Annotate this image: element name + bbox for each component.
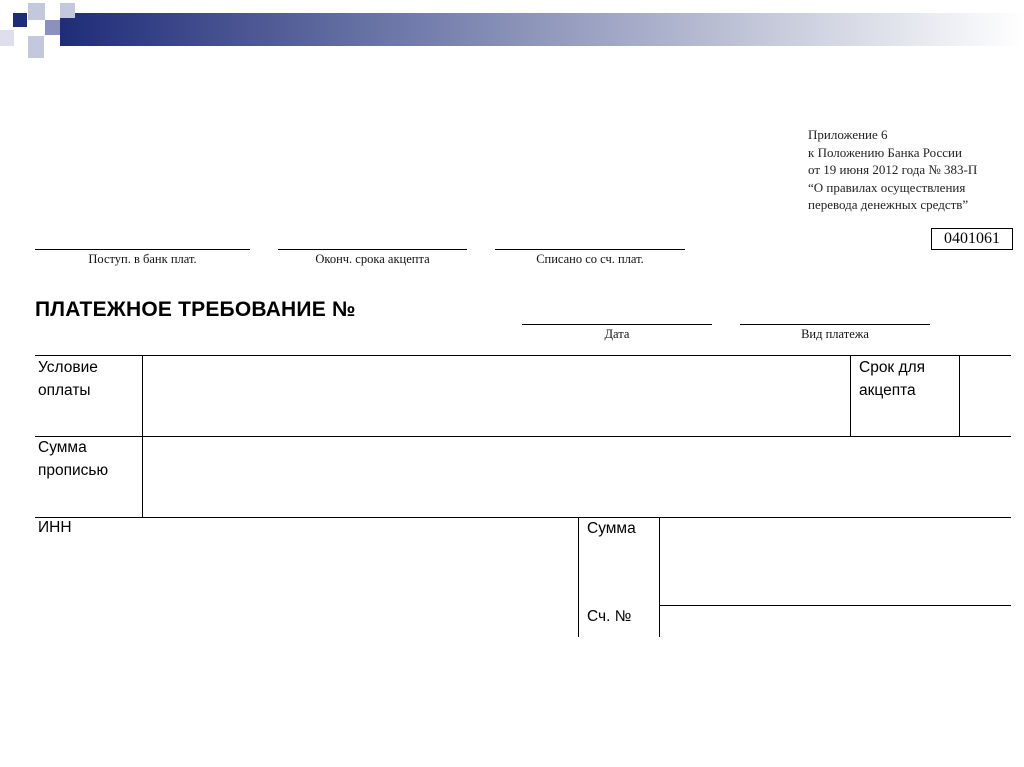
date-line[interactable] xyxy=(522,324,712,325)
header-banner xyxy=(60,13,1024,46)
amount-field[interactable] xyxy=(660,518,1011,605)
date-label: Дата xyxy=(604,327,630,341)
decor-square xyxy=(13,13,27,27)
debited-line[interactable] xyxy=(495,249,685,250)
inn-label: ИНН xyxy=(38,519,72,536)
received-line[interactable] xyxy=(35,249,250,250)
decor-square xyxy=(60,3,75,18)
payment-type-line[interactable] xyxy=(740,324,930,325)
annex-line: “О правилах осуществления xyxy=(808,179,966,195)
payment-condition-field[interactable] xyxy=(143,356,850,436)
annex-line: от 19 июня 2012 года № 383-П xyxy=(808,162,978,177)
acceptance-end-label: Оконч. срока акцепта xyxy=(315,252,430,266)
label-line: Условие xyxy=(38,359,98,376)
label-line: акцепта xyxy=(859,382,916,399)
account-no-field[interactable] xyxy=(660,606,1011,637)
acceptance-end-line[interactable] xyxy=(278,249,467,250)
decor-square xyxy=(28,36,44,58)
document-title: ПЛАТЕЖНОЕ ТРЕБОВАНИЕ № xyxy=(35,298,356,321)
payment-condition-label xyxy=(38,356,98,402)
annex-line: перевода денежных средств” xyxy=(808,197,969,212)
decor-square xyxy=(0,30,14,46)
annex-line: к Положению Банка России xyxy=(808,144,962,160)
annex-reference xyxy=(808,126,1018,214)
acceptance-term-field[interactable] xyxy=(960,356,1011,436)
table-border xyxy=(578,517,579,637)
amount-words-field[interactable] xyxy=(143,437,1011,517)
debited-label: Списано со сч. плат. xyxy=(536,252,644,266)
form-code-box: 0401061 xyxy=(931,228,1013,250)
label-line: оплаты xyxy=(38,382,91,399)
acceptance-term-label xyxy=(859,356,925,402)
amount-label: Сумма xyxy=(587,520,636,537)
decor-square xyxy=(28,3,45,20)
table-border xyxy=(850,355,851,436)
label-line: Сумма xyxy=(38,439,87,456)
account-no-label: Сч. № xyxy=(587,608,632,625)
payment-type-label: Вид платежа xyxy=(801,327,869,341)
annex-line: Приложение 6 xyxy=(808,127,888,142)
decor-square xyxy=(45,20,60,35)
received-label: Поступ. в банк плат. xyxy=(88,252,197,266)
label-line: прописью xyxy=(38,462,109,479)
label-line: Срок для xyxy=(859,359,926,376)
amount-words-label xyxy=(38,436,108,482)
